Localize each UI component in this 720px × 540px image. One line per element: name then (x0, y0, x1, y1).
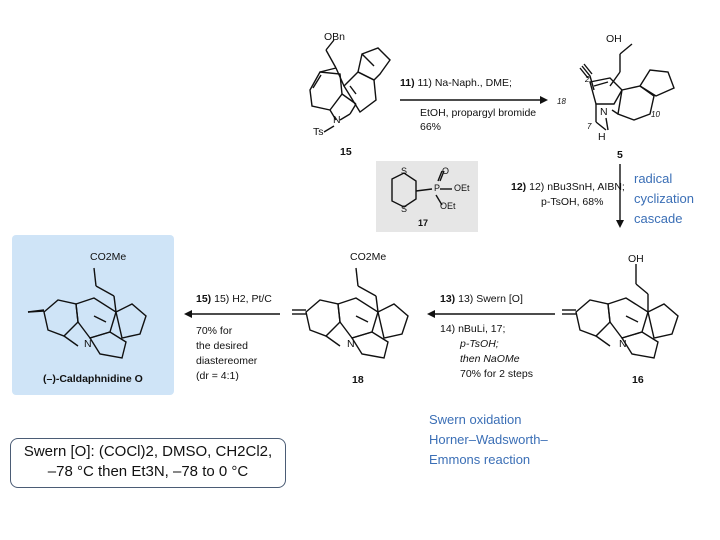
step11-yield: 66% (420, 121, 442, 133)
step15-yield-line1: 70% for (196, 325, 233, 337)
step14-reagents-line4: then NaOMe (460, 353, 520, 365)
reaction-arrow-step15 (182, 308, 282, 320)
step12-reagent-text: 12) nBu3SnH, AIBN; (529, 181, 625, 193)
step13-reagent-text: 13) Swern [O] (458, 293, 523, 305)
step11-reagents-line2: EtOH, propargyl bromide (420, 107, 537, 119)
compound-18-co2me-label: CO2Me (350, 251, 387, 263)
compound-5-n-label: N (600, 106, 608, 118)
compound-16-n-label: N (619, 338, 627, 350)
step13-reagents: 13) 13) Swern [O] (440, 293, 523, 305)
reagent-17-oet1-label: OEt (454, 183, 470, 193)
reagent-17-structure (380, 165, 478, 231)
compound-16-structure (560, 254, 695, 369)
compound-16-number: 16 (632, 374, 644, 386)
swern-hwe-annotation (429, 410, 548, 470)
annotation-line: cascade (634, 211, 683, 226)
step15-dr: (dr = 4:1) (196, 370, 239, 382)
product-co2me-label: CO2Me (90, 251, 127, 263)
swern-conditions-note (10, 438, 286, 488)
annotation-line: Emmons reaction (429, 452, 531, 467)
step12-reagents-line2: p-TsOH, 68% (541, 196, 604, 208)
reagent-17-o-label: O (442, 166, 450, 176)
product-n-label: N (84, 338, 92, 350)
compound-5-oh-label: OH (606, 33, 622, 45)
annotation-line: Swern oxidation (429, 412, 522, 427)
compound-15-obn-label: OBn (324, 31, 346, 43)
step15-yield-line3: diastereomer (196, 355, 258, 367)
compound-16-oh-label: OH (628, 253, 644, 265)
reagent-17-s1-label: S (401, 166, 408, 176)
compound-5-h-label: H (598, 131, 606, 143)
step11-reagent-text: 11) Na-Naph., DME; (417, 77, 512, 89)
compound-15-n-label: N (333, 114, 341, 126)
compound-15-ts-label: Ts (313, 126, 324, 138)
compound-18-number: 18 (352, 374, 364, 386)
step15-yield-line2: the desired (196, 340, 248, 352)
step15-reagent-text: 15) H2, Pt/C (214, 293, 272, 305)
reaction-arrow-step13-14 (425, 308, 557, 320)
annotation-line: cyclization (634, 191, 694, 206)
reaction-arrow-step11 (398, 94, 548, 106)
compound-5-c7-label: 7 (587, 122, 592, 131)
reagent-17-oet2-label: OEt (440, 201, 456, 211)
compound-15-structure (296, 28, 396, 138)
swern-note-line2: –78 °C then Et3N, –78 to 0 °C (47, 463, 249, 480)
reagent-17-s2-label: S (401, 204, 408, 214)
compound-5-c10-label: 10 (651, 110, 660, 119)
step12-reagents: 12) 12) nBu3SnH, AIBN; (511, 181, 625, 193)
step14-reagents: 14) nBuLi, 17; (440, 323, 506, 335)
compound-5-c2-label: 2 (585, 75, 590, 84)
compound-18-n-label: N (347, 338, 355, 350)
compound-15-number: 15 (340, 146, 352, 158)
compound-5-c18-label: 18 (557, 97, 566, 106)
step15-reagents: 15) 15) H2, Pt/C (196, 293, 272, 305)
radical-cyclization-annotation (634, 169, 694, 229)
swern-note-line1: Swern [O]: (COCl)2, DMSO, CH2Cl2, (23, 443, 273, 460)
compound-5-number: 5 (617, 149, 623, 161)
reaction-arrow-step12 (613, 162, 627, 230)
product-name: (–)-Caldaphnidine O (43, 373, 143, 385)
step14-yield: 70% for 2 steps (460, 368, 533, 380)
reagent-17-p-label: P (434, 183, 441, 193)
reagent-17-number: 17 (418, 218, 429, 228)
compound-5-structure (552, 30, 687, 148)
annotation-line: radical (634, 171, 673, 186)
step14-reagents-line3: p-TsOH; (460, 338, 499, 350)
caldaphnidine-o-structure (22, 254, 162, 369)
compound-18-structure (290, 254, 425, 369)
annotation-line: Horner–Wadsworth– (429, 432, 548, 447)
step11-reagents: 11) 11) Na-Naph., DME; (400, 77, 512, 89)
